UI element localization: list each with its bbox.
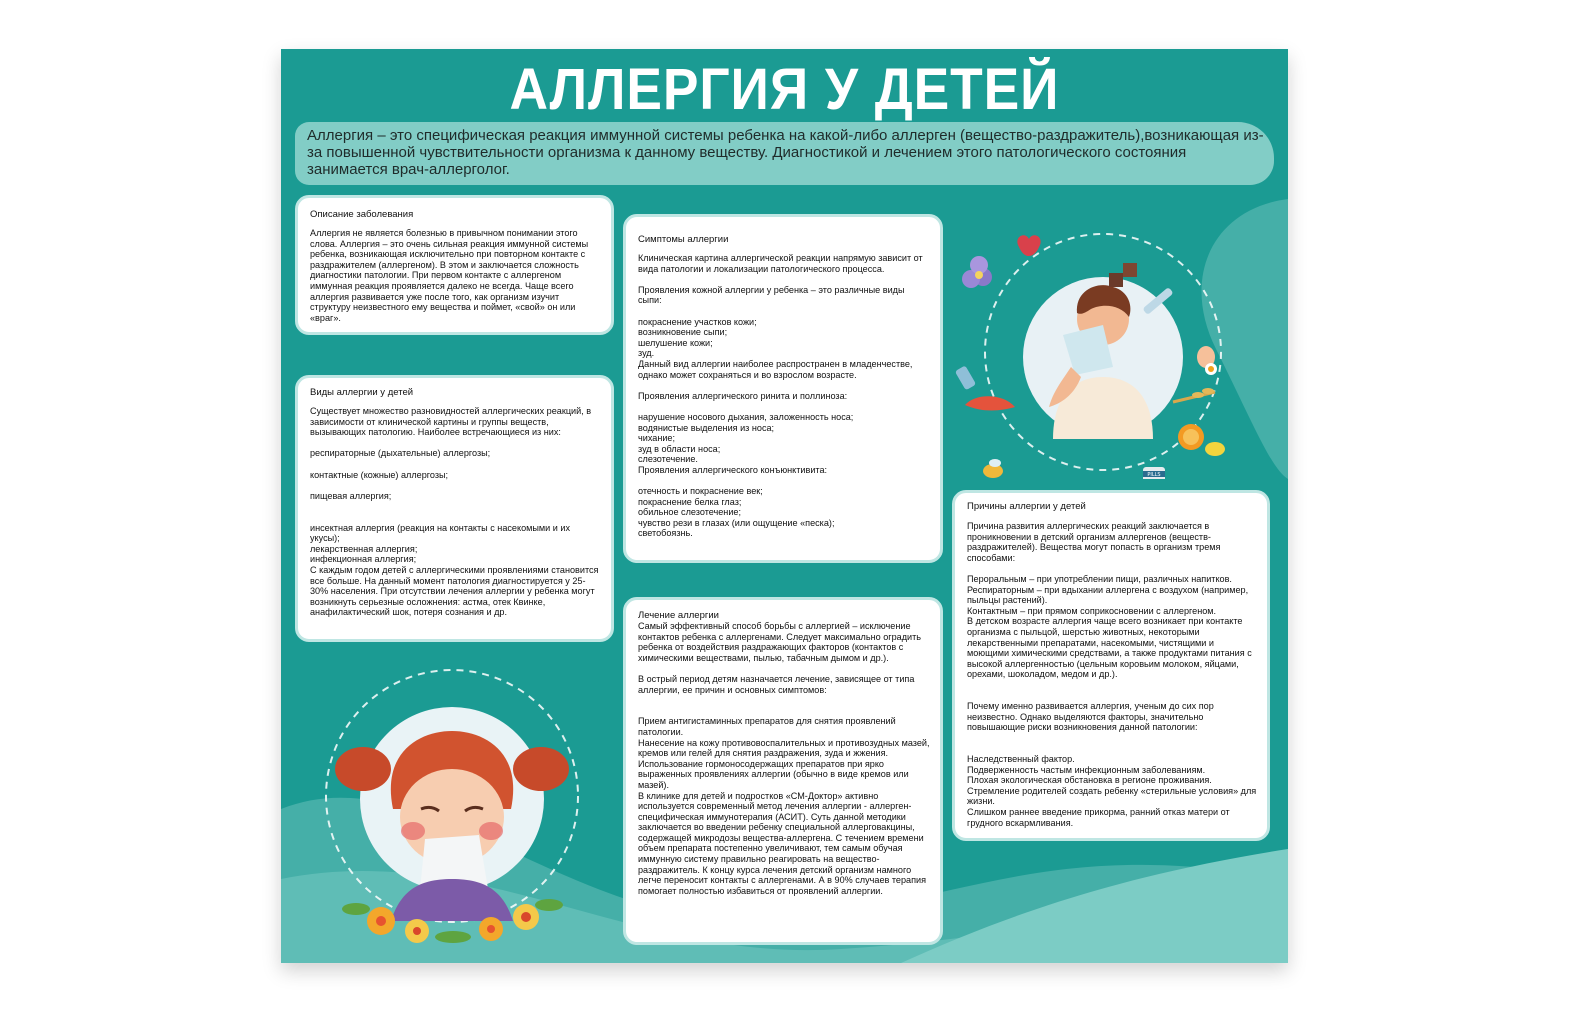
shrimp-icon	[965, 396, 1015, 410]
card-description-title: Описание заболевания	[310, 209, 414, 220]
egg-icon	[1197, 346, 1217, 375]
orange-icon	[1178, 424, 1225, 456]
card-types-text: Существует множество разновидностей аллергических реакций, в зависимости от клинической картины и группы веществ, вызывающих патологию. Наиболее встречающиеся из них: респираторные (дыхательные) аллергозы; контактные (кожные) аллергозы; пищевая аллергия; инсектная аллергия (реакция на контакты с насекомыми и их укусы); лекарственная аллергия; инфекционная аллергия; С каждым годом детей с аллергическими проявлениями становится все больше. На данный момент патология диагностируется у 25-30% населения. При отсутствии лечения аллергии у ребенка могут возникнуть серьезные осложнения: астма, отек Квинке, анафилактический шок, потеря сознания и др.	[310, 406, 599, 618]
flower-icon	[962, 256, 992, 288]
girl-sneezing-illustration	[321, 659, 583, 944]
intro-text: Аллергия – это специфическая реакция иммунной системы ребенка на какой-либо аллерген (вещество-раздражитель),возникающая из-за повышенной чувствительности организма к данному веществу. Диагностикой и лечением этого патологического состояния занимается врач-аллерголог.	[307, 127, 1264, 178]
card-treatment-text: Самый эффективный способ борьбы с аллергией – исключение контактов ребенка с аллергенами. Следует максимально оградить ребенка от воздействия раздражающих факторов (контактов с химическими веществами, пылью, табачным дымом и др.). В острый период детям назначается лечение, зависящее от типа аллергии, ее причин и основных симптомов: Прием антигистаминных препаратов для снятия проявлений патологии. Нанесение на кожу противовоспалительных и противозудных мазей, кремов или гелей для снятия раздражения, зуда и жжения. Использование гормоносодержащих препаратов при ярко выраженных проявлениях аллергии (обычно в виде кремов или мазей). В клинике для детей и подростков «СМ-Доктор» активно используется современный метод лечения аллергии - аллерген-специфическая иммунотерапия (АСИТ). Суть данной методики заключается во введении ребенку специальной аллерговакцины, содержащей микродозы вещества-аллергена. С течением времени объем препарата постепенно увеличивают, тем самым обучая иммунную систему правильно реагировать на вещество-раздражитель. К концу курса лечения детский организм намного легче переносит контакты с аллергенами. А в 90% случаев терапия помогает полностью избавиться от проявлений аллергии.	[638, 621, 930, 896]
bee-icon	[983, 459, 1003, 478]
intro-banner	[295, 122, 1274, 185]
card-causes	[952, 490, 1270, 841]
inhaler-icon	[955, 365, 976, 390]
pills-label: PILLS	[1147, 472, 1161, 478]
card-description-text: Аллергия не является болезнью в привычном понимании этого слова. Аллергия – это очень сильная реакция иммунной системы ребенка, возникающая исключительно при повторном контакте с раздражителем (аллергеном). В этом и заключается сложность диагностики патологии. При первом контакте с аллергеном иммунная реакция проявляется далеко не всегда. Чаще всего аллергия развивается уже после того, как организм изучит структуру неизвестного ему вещества и поймет, «свой» он или «враг».	[310, 228, 589, 323]
boy-sneezing-illustration	[953, 217, 1253, 479]
page-title: АЛЛЕРГИЯ У ДЕТЕЙ	[509, 57, 1060, 122]
card-types	[295, 375, 614, 642]
wheat-icon	[1173, 388, 1215, 402]
poster	[281, 49, 1288, 963]
card-symptoms-text: Клиническая картина аллергической реакции напрямую зависит от вида патологии и локализации патологического процесса. Проявления кожной аллергии у ребенка – это различные виды сыпи: покраснение участков кожи; возникновение сыпи; шелушение кожи; зуд. Данный вид аллергии наиболее распространен в младенчестве, однако может сохраняться и во взрослом возрасте. Проявления аллергического ринита и поллиноза: нарушение носового дыхания, заложенность носа; водянистые выделения из носа; чихание; зуд в области носа; слезотечение. Проявления аллергического конъюнктивита: отечность и покраснение век; покраснение белка глаз; обильное слезотечение; чувство рези в глазах (или ощущение «песка); светобоязнь.	[638, 253, 923, 539]
pills-icon	[1143, 467, 1165, 479]
card-treatment-title: Лечение аллергии	[638, 610, 719, 621]
card-symptoms-title: Симптомы аллергии	[638, 234, 729, 245]
card-symptoms	[623, 214, 943, 563]
card-treatment	[623, 597, 943, 945]
card-types-title: Виды аллергии у детей	[310, 387, 414, 398]
card-causes-text: Причина развития аллергических реакций заключается в проникновении в детский организм аллергенов (веществ-раздражителей). Вещества могут попасть в организм тремя способами: Пероральным – при употреблении пищи, различных напитков. Респираторным – при вдыхании аллергена с воздухом (например, пыльцы растений). Контактным – при прямом соприкосновении с аллергеном. В детском возрасте аллергия чаще всего возникает при контакте организма с пыльцой, шерстью животных, некоторыми лекарственными препаратами, насекомыми, чистящими и моющими химическими средствами, а также продуктами питания с высокой аллергенностью (цельным коровьим молоком, яйцами, орехами, шоколадом, медом и др.). Почему именно развивается аллергия, ученым до сих пор неизвестно. Однако выделяются факторы, значительно повышающие риски возникновения данной патологии: Наследственный фактор. Подверженность частым инфекционным заболеваниям. Плохая экологическая обстановка в регионе проживания. Стремление родителей создать ребенку «стерильные условия» для жизни. Слишком раннее введение прикорма, ранний отказ матери от грудного вскармливания.	[967, 521, 1257, 828]
card-description	[295, 195, 614, 335]
card-causes-title: Причины аллергии у детей	[967, 501, 1086, 512]
